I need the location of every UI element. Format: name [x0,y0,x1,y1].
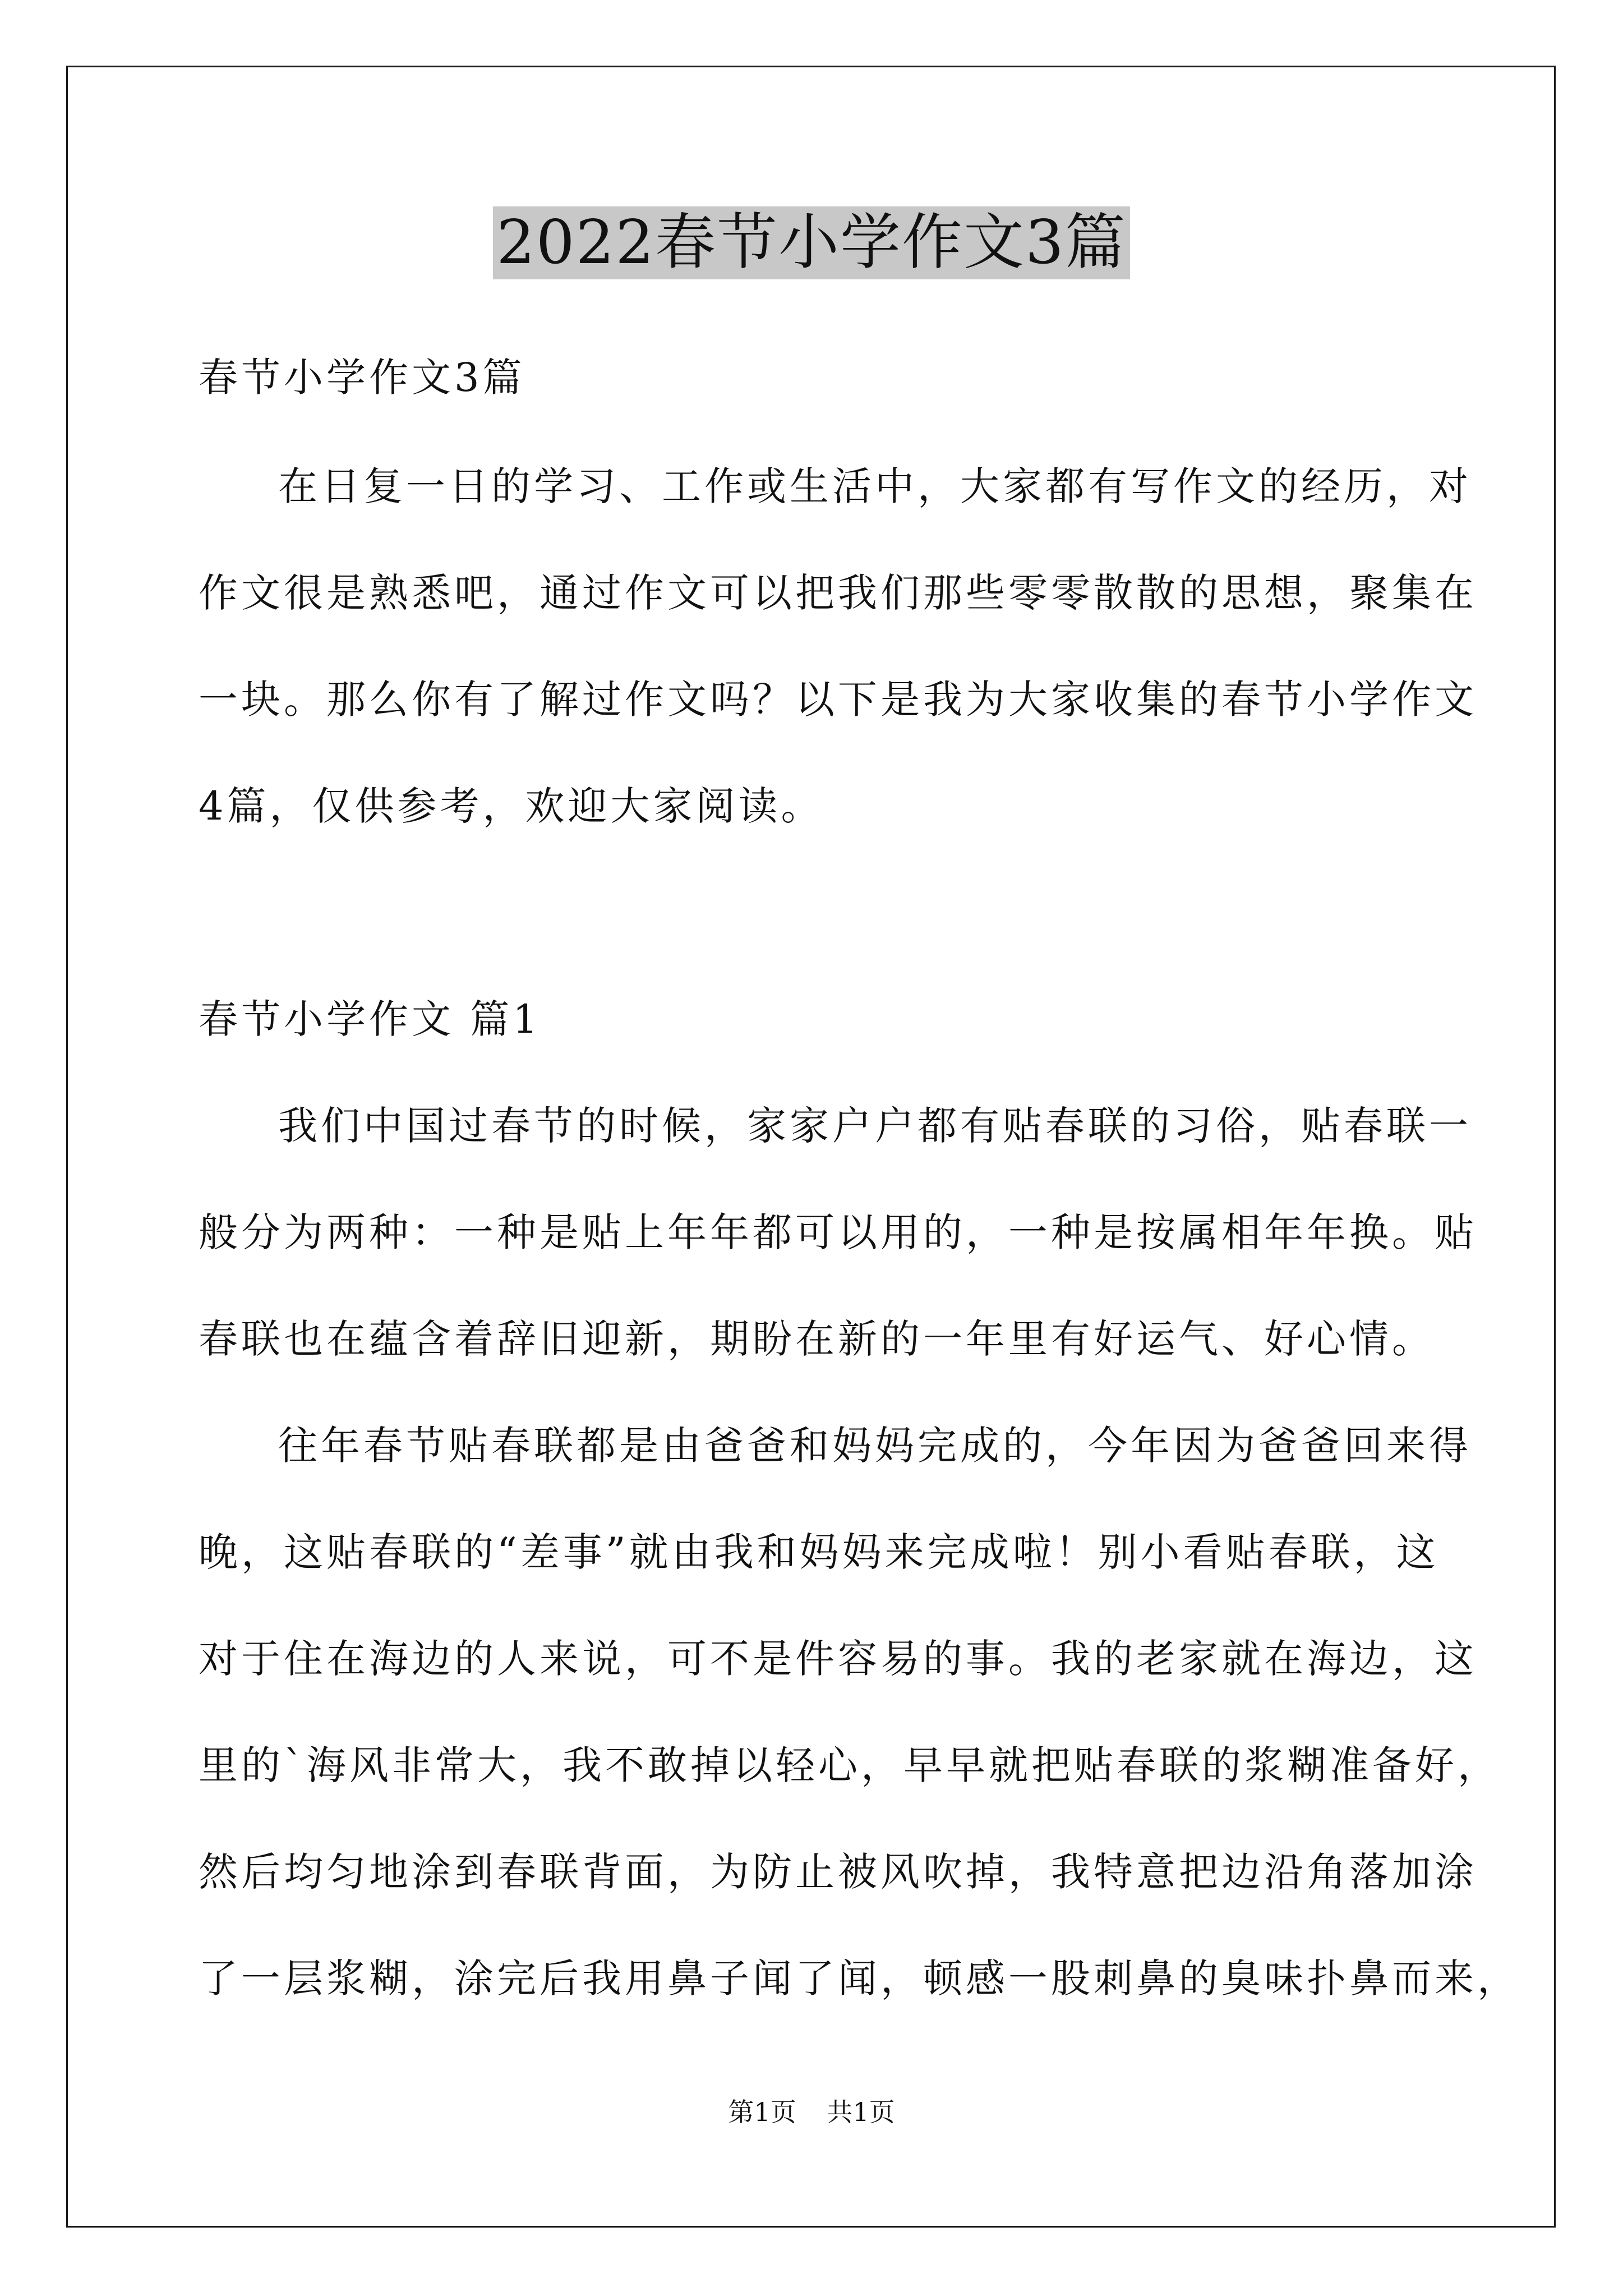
paragraph-line: 对于住在海边的人来说，可不是件容易的事。我的老家就在海边，这 [199,1636,1477,1682]
page-number: 第1页 [728,2097,796,2127]
paragraph-line: 般分为两种：一种是贴上年年都可以用的，一种是按属相年年换。贴 [199,1209,1477,1255]
paragraph-line: 4篇，仅供参考，欢迎大家阅读。 [199,783,824,829]
paragraph-line: 然后均匀地涂到春联背面，为防止被风吹掉，我特意把边沿角落加涂 [199,1849,1477,1895]
title-container [0,206,1623,279]
paragraph-line: 往年春节贴春联都是由爸爸和妈妈完成的，今年因为爸爸回来得 [278,1423,1472,1469]
total-pages: 共1页 [827,2097,895,2127]
section-heading: 春节小学作文 篇1 [199,996,541,1042]
paragraph-line: 作文很是熟悉吧，通过作文可以把我们那些零零散散的思想，聚集在 [199,570,1477,616]
paragraph-line: 春联也在蕴含着辞旧迎新，期盼在新的一年里有好运气、好心情。 [199,1316,1435,1362]
paragraph-line: 我们中国过春节的时候，家家户户都有贴春联的习俗，贴春联一 [278,1103,1472,1149]
section-heading: 春节小学作文3篇 [199,355,525,401]
paragraph-line: 在日复一日的学习、工作或生活中，大家都有写作文的经历，对 [278,463,1472,509]
document-title: 2022春节小学作文3篇 [493,206,1130,279]
paragraph-line: 晚，这贴春联的“差事”就由我和妈妈来完成啦！别小看贴春联，这 [199,1529,1439,1575]
paragraph-line: 了一层浆糊，涂完后我用鼻子闻了闻，顿感一股刺鼻的臭味扑鼻而来， [199,1955,1520,2001]
paragraph-line: 一块。那么你有了解过作文吗？以下是我为大家收集的春节小学作文 [199,677,1477,723]
page-footer [0,2095,1623,2129]
paragraph-line: 里的`海风非常大，我不敢掉以轻心，早早就把贴春联的浆糊准备好， [199,1742,1500,1788]
